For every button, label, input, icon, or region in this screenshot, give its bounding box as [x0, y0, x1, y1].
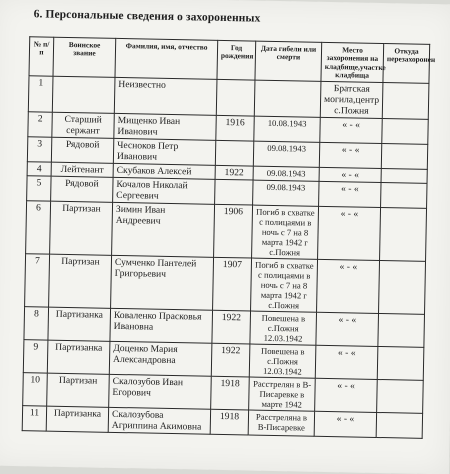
row-death-cell: 09.08.1943	[253, 141, 319, 167]
row-place-cell: « - «	[318, 206, 381, 260]
row-num-cell: 2	[28, 111, 52, 136]
row-birth-cell: 1918	[210, 409, 248, 435]
row-death-cell: Погиб в схватке с полицаями в ночь с 7 на 8 марта 1942 г с.Пожня	[252, 205, 319, 259]
row-num-cell: 1	[28, 75, 53, 111]
row-place-cell: « - «	[315, 345, 378, 379]
row-name-cell: Скалозубов Иван Егорович	[109, 374, 212, 409]
row-name-cell: Кочалов Николай Сергеевич	[113, 177, 215, 204]
header-death: Дата гибели или смерти	[255, 41, 322, 81]
row-name-cell: Скубаков Алексей	[113, 163, 215, 179]
row-place-cell: « - «	[319, 167, 381, 182]
row-place-cell: « - «	[317, 259, 380, 313]
row-origin-cell	[380, 207, 427, 261]
row-origin-cell	[381, 168, 427, 183]
row-birth-cell: 1916	[216, 115, 254, 141]
row-num-cell: 6	[26, 200, 51, 253]
header-origin: Откуда перезахоронен	[383, 44, 430, 84]
row-origin-cell	[381, 182, 427, 208]
row-birth-cell: 1907	[213, 257, 252, 311]
row-name-cell: Коваленко Прасковья Ивановна	[110, 308, 213, 343]
row-num-cell: 10	[23, 372, 48, 405]
header-place: Место захоронения на кладбище,участке кладбища	[321, 42, 384, 82]
row-birth-cell: 1906	[214, 204, 253, 258]
row-place-cell: « - «	[314, 411, 376, 437]
row-name-cell: Неизвестно	[114, 77, 217, 115]
header-birth: Год рождения	[217, 40, 256, 79]
row-birth-cell: 1922	[211, 343, 250, 377]
row-rank-cell: Рядовой	[51, 137, 113, 163]
section-heading: 6. Персональные сведения о захороненных	[33, 8, 261, 25]
row-rank-cell: Старший сержант	[52, 112, 114, 138]
row-rank-cell: Партизан	[47, 373, 110, 407]
row-birth-cell	[215, 179, 253, 205]
row-origin-cell	[376, 412, 422, 438]
row-num-cell: 11	[22, 405, 46, 430]
row-rank-cell	[52, 76, 115, 113]
row-birth-cell: 1918	[211, 376, 250, 410]
row-death-cell: 09.08.1943	[253, 166, 319, 181]
header-rank: Воинское звание	[53, 37, 116, 77]
row-death-cell: 10.08.1943	[254, 116, 320, 142]
row-rank-cell: Партизанка	[47, 340, 110, 374]
row-num-cell: 9	[23, 339, 48, 372]
row-num-cell: 8	[24, 306, 49, 339]
row-origin-cell	[381, 143, 427, 169]
row-origin-cell	[378, 313, 425, 347]
row-death-cell: Погиб в схватке с полицаями в ночь с 7 на 8 марта 1942 г с.Пожня	[251, 258, 318, 312]
row-death-cell: Повешена в с.Пожня 12.03.1942	[250, 311, 317, 345]
row-place-cell: « - «	[319, 142, 381, 168]
row-name-cell: Чесноков Петр Иванович	[113, 138, 215, 165]
table-row	[25, 253, 426, 314]
row-origin-cell	[377, 346, 424, 380]
row-name-cell: Мищенко Иван Иванович	[114, 113, 216, 140]
header-name: Фамилия, имя, отчество	[115, 38, 218, 79]
row-death-cell: Расстреляна в В-Писаревке	[248, 410, 314, 436]
row-rank-cell: Партизанка	[48, 307, 111, 341]
row-rank-cell: Партизан	[50, 201, 113, 255]
row-place-cell: Братская могила,центр с.Пожня	[320, 81, 383, 118]
row-rank-cell: Партизанка	[46, 406, 108, 432]
row-place-cell: « - «	[315, 378, 378, 412]
row-place-cell: « - «	[319, 181, 381, 207]
row-rank-cell: Лейтенант	[51, 162, 113, 177]
row-birth-cell: 1922	[215, 165, 253, 180]
row-num-cell: 5	[27, 175, 51, 200]
row-origin-cell	[382, 118, 428, 144]
row-name-cell: Зимин Иван Андреевич	[112, 202, 215, 257]
row-rank-cell: Партизан	[49, 254, 112, 308]
row-death-cell: 09.08.1943	[253, 180, 319, 206]
table-row	[26, 200, 427, 261]
row-name-cell: Скалозубова Агриппина Акимовна	[108, 407, 210, 434]
row-place-cell: « - «	[320, 117, 382, 143]
row-rank-cell: Рядовой	[51, 176, 113, 202]
row-birth-cell: 1922	[212, 310, 251, 344]
row-death-cell: Расстрелян в В-Писаревке в марте 1942	[249, 377, 316, 411]
row-num-cell: 4	[27, 161, 51, 175]
burials-table	[22, 36, 436, 438]
row-origin-cell	[379, 260, 426, 314]
row-death-cell: Повешена в с.Пожня 12.03.1942	[249, 344, 316, 378]
row-num-cell: 3	[27, 136, 51, 161]
row-place-cell: « - «	[316, 312, 379, 346]
row-death-cell	[254, 80, 321, 117]
row-origin-cell	[382, 82, 429, 119]
row-origin-cell	[377, 379, 424, 413]
row-name-cell: Сумченко Пантелей Григорьевич	[111, 255, 214, 310]
header-num: № п/п	[29, 37, 54, 76]
row-birth-cell	[216, 79, 255, 116]
row-num-cell: 7	[25, 253, 50, 306]
row-name-cell: Доценко Мария Александровна	[109, 341, 212, 376]
row-birth-cell	[215, 140, 253, 166]
